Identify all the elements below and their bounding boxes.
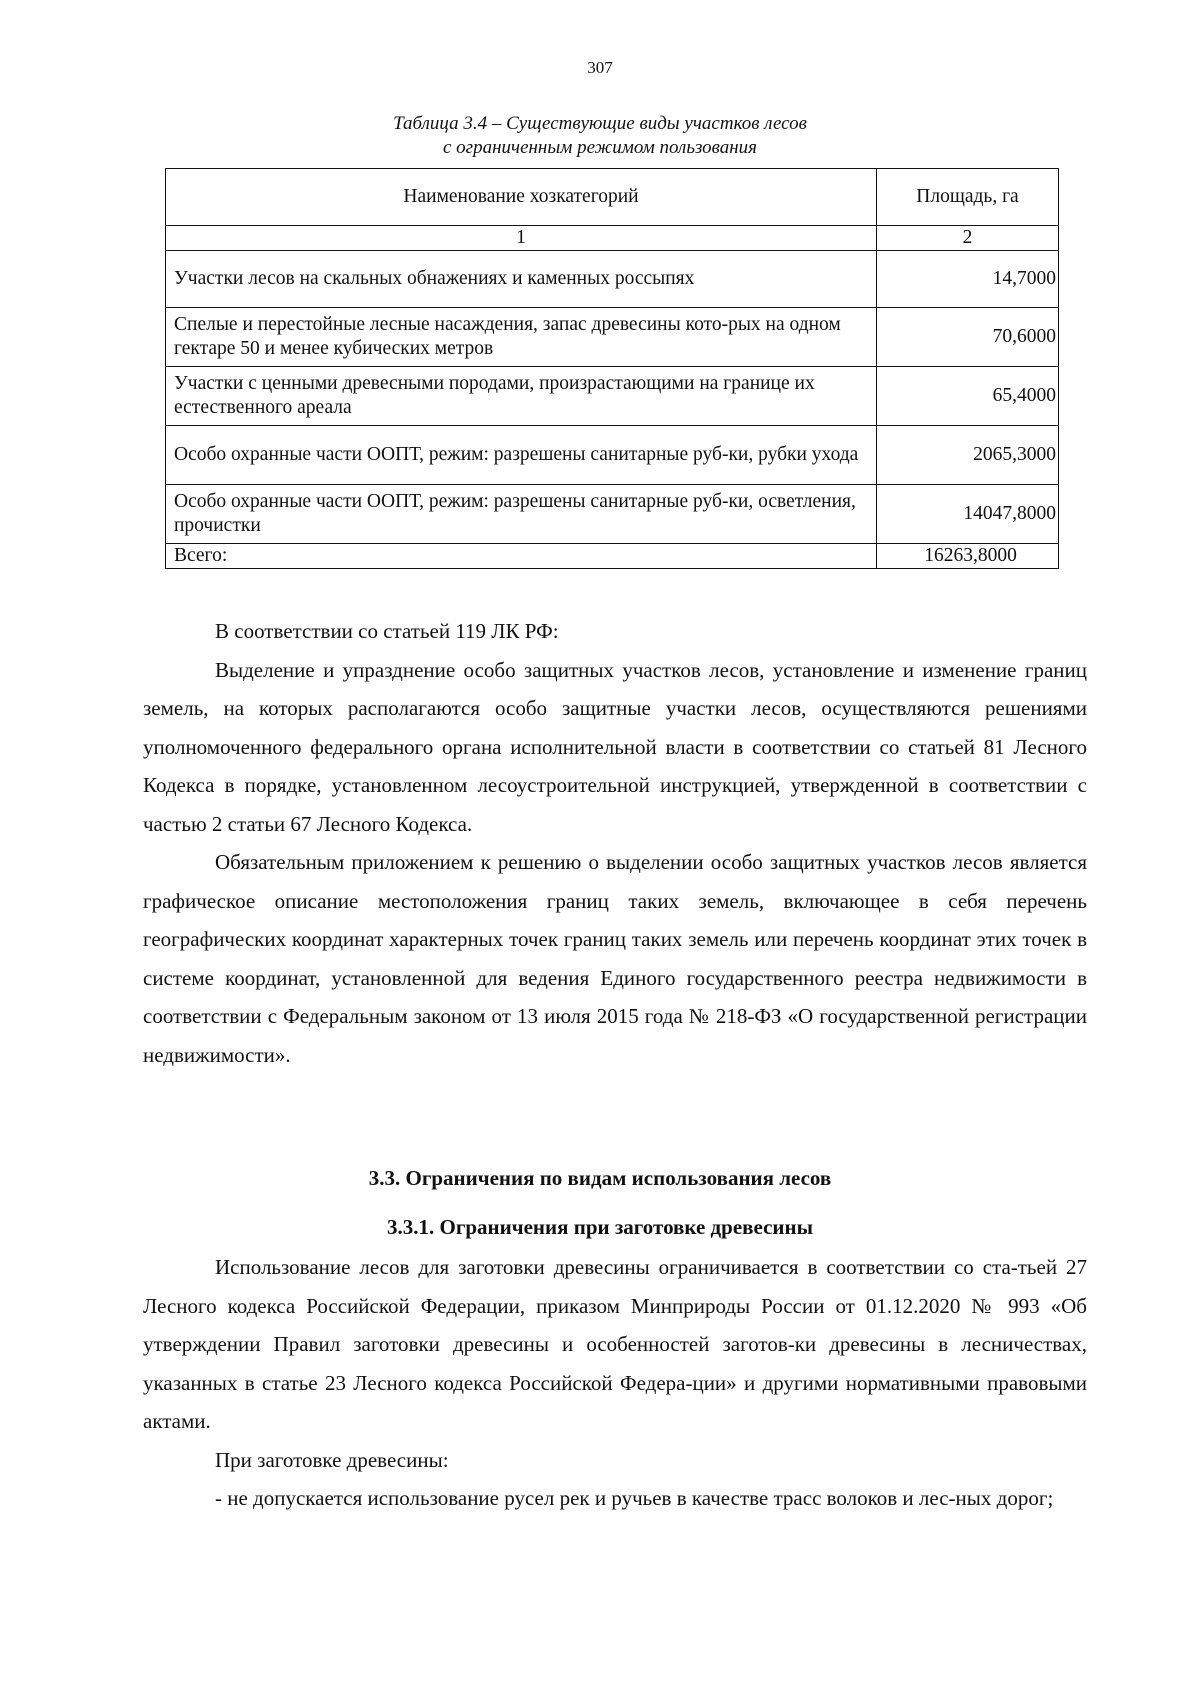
table-caption — [0, 112, 1200, 160]
body-section-2 — [143, 1248, 1087, 1518]
table-caption-line2: с ограниченным режимом пользования — [442, 137, 758, 158]
total-value: 16263,8000 — [877, 544, 1059, 569]
paragraph: Обязательным приложением к решению о выделении особо защитных участков лесов является графическое описание местоположения границ таких земель, включающее в себя перечень географических координат характерных точек границ таких земель или перечень координат этих точек в системе координат, установленной для ведения Единого государственного реестра недвижимости в соответствии с Федеральным законом от 13 июля 2015 года № 218-ФЗ «О государственной регистрации недвижимости». — [143, 850, 1087, 1067]
body-section-1 — [143, 612, 1087, 1074]
column-number-row — [166, 226, 1059, 251]
table-row — [166, 308, 1059, 367]
row-category: Спелые и перестойные лесные насаждения, запас древесины кото-рых на одном гектаре 50 и менее кубических метров — [166, 308, 877, 367]
header-category: Наименование хозкатегорий — [166, 169, 877, 226]
row-category: Особо охранные части ООПТ, режим: разрешены санитарные руб-ки, осветления, прочистки — [166, 485, 877, 544]
row-area: 2065,3000 — [877, 426, 1059, 485]
paragraph: Выделение и упразднение особо защитных участков лесов, установление и изменение границ земель, на которых располагаются особо защитные участки лесов, осуществляются решениями уполномоченного федерального органа исполнительной власти в соответствии со статьей 81 Лесного Кодекса в порядке, установленном лесоустроительной инструкцией, утвержденной в соответствии с частью 2 статьи 67 Лесного Кодекса. — [143, 657, 1087, 836]
table-caption-line1: Таблица 3.4 – Существующие виды участков лесов — [393, 113, 807, 134]
forest-areas-table — [165, 168, 1059, 569]
paragraph: Использование лесов для заготовки древесины ограничивается в соответствии со ста-тьей 27 Лесного кодекса Российской Федерации, приказом Минприроды России от 01.12.2020 № 993 «Об утверждении Правил заготовки древесины и особенностей заготов-ки древесины в лесничествах, указанных в статье 23 Лесного кодекса Российской Федера-ции» и другими нормативными правовыми актами. — [143, 1255, 1087, 1433]
subsection-heading: 3.3.1. Ограничения при заготовке древесины — [387, 1215, 813, 1239]
table-row — [166, 367, 1059, 426]
table-row — [166, 426, 1059, 485]
row-category: Участки лесов на скальных обнажениях и каменных россыпях — [166, 251, 877, 308]
row-area: 65,4000 — [877, 367, 1059, 426]
paragraph: При заготовке древесины: — [215, 1447, 449, 1472]
paragraph: - не допускается использование русел рек и ручьев в качестве трасс волоков и лес-ных дорог; — [215, 1486, 1054, 1510]
paragraph: В соответствии со статьей 119 ЛК РФ: — [215, 619, 559, 643]
row-area: 70,6000 — [877, 308, 1059, 367]
section-heading: 3.3. Ограничения по видам использования лесов — [368, 1166, 832, 1190]
page-number: 307 — [587, 58, 613, 77]
header-area: Площадь, га — [877, 169, 1059, 226]
column-number-2: 2 — [877, 226, 1059, 251]
table-total-row — [166, 544, 1059, 569]
table-header-row — [166, 169, 1059, 226]
column-number-1: 1 — [166, 226, 877, 251]
row-area: 14,7000 — [877, 251, 1059, 308]
table-row — [166, 485, 1059, 544]
row-category: Особо охранные части ООПТ, режим: разрешены санитарные руб-ки, рубки ухода — [166, 426, 877, 485]
total-label: Всего: — [166, 544, 877, 569]
table-row — [166, 251, 1059, 308]
row-category: Участки с ценными древесными породами, произрастающими на границе их естественного ареала — [166, 367, 877, 426]
row-area: 14047,8000 — [877, 485, 1059, 544]
